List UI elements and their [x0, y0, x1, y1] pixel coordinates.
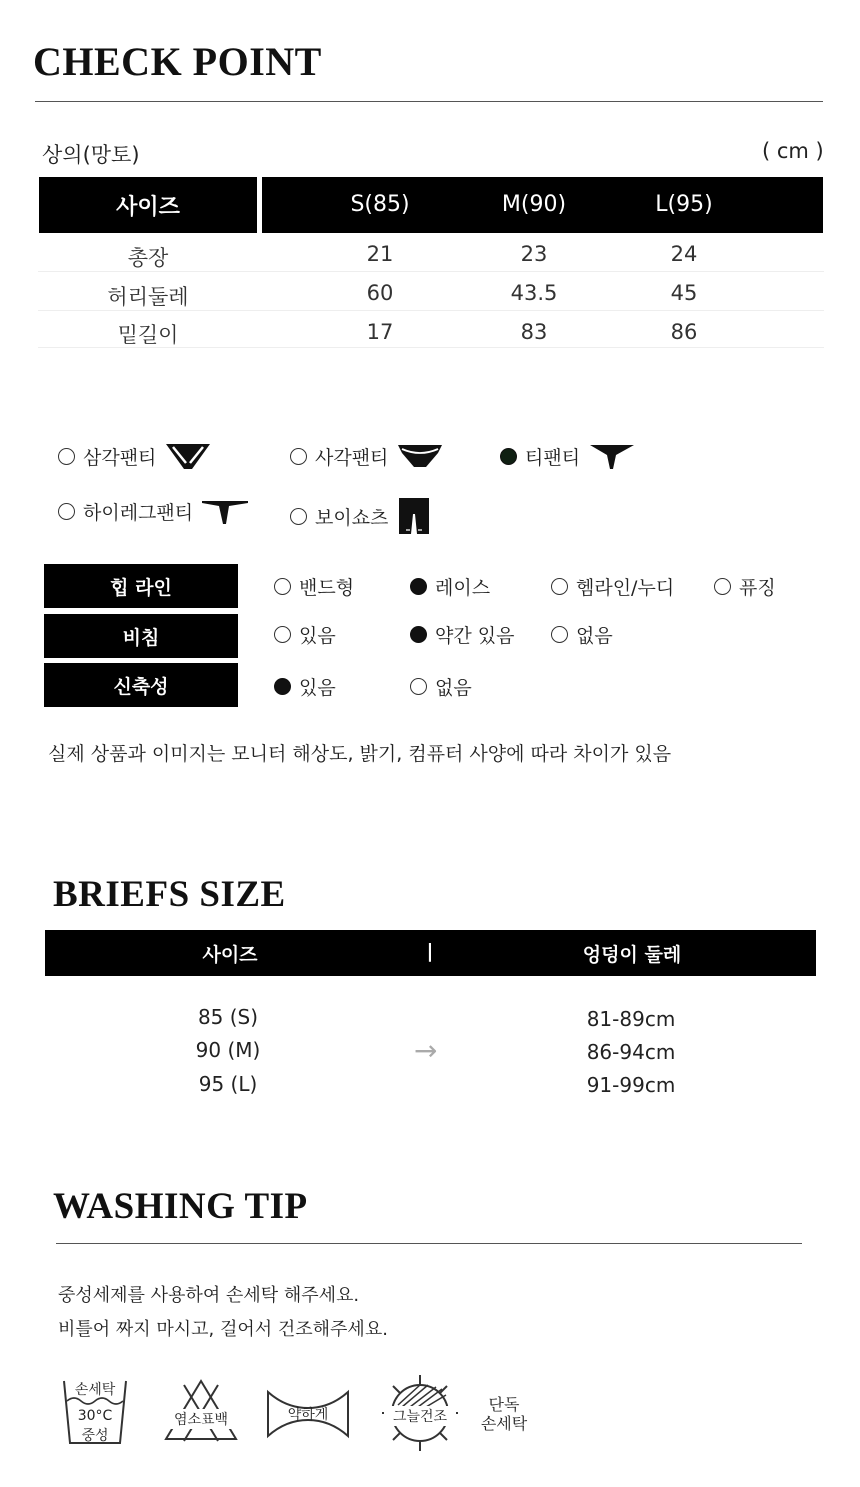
- hand-wash-temp: 30°C: [77, 1408, 113, 1424]
- option-label: 없음: [435, 677, 472, 699]
- size-col-s: S(85): [350, 192, 410, 217]
- option-label: 삼각팬티: [83, 446, 157, 469]
- briefs-header-hip: 엉덩이 둘레: [582, 944, 682, 966]
- bleach-label: 염소표백: [164, 1409, 238, 1429]
- briefs-size-value: 95 (L): [198, 1072, 258, 1096]
- row-value: 21: [366, 242, 394, 266]
- hip-line-label: 힙 라인: [44, 564, 238, 608]
- disclaimer-text: 실제 상품과 이미지는 모니터 해상도, 밝기, 컴퓨터 사양에 따라 차이가 있음: [48, 743, 672, 765]
- hand-wash-icon: [60, 1377, 130, 1447]
- triangle-panty-icon: [164, 441, 212, 471]
- boy-shorts-icon: [396, 496, 432, 536]
- row-label: 밑길이: [117, 323, 179, 347]
- shade-dry-label: 그늘건조: [384, 1406, 456, 1426]
- briefs-hip-value: 81-89cm: [586, 1007, 676, 1031]
- hip-line-option-fusing[interactable]: [714, 573, 776, 600]
- hand-wash-label: 손세탁: [74, 1382, 116, 1398]
- radio-button-selected[interactable]: [410, 626, 427, 643]
- hand-wash-detergent: 중성: [81, 1428, 109, 1444]
- briefs-size-value: 85 (S): [197, 1005, 259, 1029]
- wring-icon: [264, 1386, 352, 1442]
- size-col-l: L(95): [655, 192, 713, 217]
- radio-button[interactable]: [714, 578, 731, 595]
- panty-option-high-leg[interactable]: [58, 496, 249, 526]
- wring-label: 약하게: [287, 1407, 329, 1423]
- radio-button[interactable]: [410, 678, 427, 695]
- separate-wash-line: 손세탁: [480, 1414, 528, 1433]
- panty-option-t[interactable]: [500, 441, 636, 471]
- radio-button[interactable]: [58, 503, 75, 520]
- row-value: 83: [520, 320, 548, 344]
- row-value: 86: [670, 320, 698, 344]
- washing-tip-line: 중성세제를 사용하여 손세탁 해주세요.: [58, 1285, 360, 1306]
- t-panty-icon: [588, 441, 636, 471]
- option-label: 레이스: [435, 577, 491, 599]
- stretch-option-yes[interactable]: [274, 673, 336, 700]
- briefs-hip-value: 86-94cm: [586, 1040, 676, 1064]
- radio-button-selected[interactable]: [500, 448, 517, 465]
- radio-button[interactable]: [551, 578, 568, 595]
- option-label: 보이쇼츠: [315, 506, 389, 529]
- panty-option-boy-shorts[interactable]: [290, 496, 432, 536]
- radio-button[interactable]: [290, 448, 307, 465]
- sheer-option-yes[interactable]: [274, 621, 336, 648]
- washing-tip-line: 비틀어 짜지 마시고, 걸어서 건조해주세요.: [58, 1319, 388, 1340]
- check-point-title: CHECK POINT: [33, 39, 322, 84]
- briefs-size-value: 90 (M): [195, 1038, 261, 1062]
- row-value: 43.5: [510, 281, 558, 305]
- stretch-option-no[interactable]: [410, 673, 472, 700]
- option-label: 밴드형: [299, 577, 355, 599]
- high-leg-panty-icon: [201, 496, 249, 526]
- row-divider: [38, 347, 824, 348]
- hip-line-option-lace[interactable]: [410, 573, 490, 600]
- size-header-label: 사이즈: [116, 194, 180, 220]
- option-label: 약간 있음: [435, 625, 515, 647]
- option-label: 퓨징: [739, 577, 776, 599]
- hip-line-option-hemline[interactable]: [551, 573, 674, 600]
- briefs-header-divider: |: [426, 940, 434, 962]
- briefs-size-title: BRIEFS SIZE: [53, 874, 286, 915]
- radio-button[interactable]: [274, 578, 291, 595]
- briefs-header-size: 사이즈: [202, 944, 258, 966]
- hip-line-option-band[interactable]: [274, 573, 354, 600]
- radio-button[interactable]: [551, 626, 568, 643]
- radio-button[interactable]: [58, 448, 75, 465]
- stretch-label: 신축성: [44, 663, 238, 707]
- size-col-m: M(90): [501, 192, 567, 217]
- row-value: 60: [366, 281, 394, 305]
- row-value: 17: [366, 320, 394, 344]
- bleach-icon: [162, 1377, 240, 1447]
- size-header-cell: [39, 177, 257, 233]
- radio-button-selected[interactable]: [410, 578, 427, 595]
- separate-wash-line: 단독: [488, 1395, 520, 1414]
- option-label: 헴라인/누디: [576, 577, 675, 599]
- divider: [56, 1243, 802, 1244]
- row-divider: [38, 310, 824, 311]
- arrow-right-icon: →: [414, 1034, 438, 1067]
- panty-option-square[interactable]: [290, 441, 444, 471]
- radio-button-selected[interactable]: [274, 678, 291, 695]
- sheer-option-slight[interactable]: [410, 621, 514, 648]
- shade-dry-icon: [380, 1373, 460, 1453]
- sheer-option-no[interactable]: [551, 621, 613, 648]
- row-divider: [38, 271, 824, 272]
- option-label: 하이레그팬티: [83, 501, 194, 524]
- option-label: 있음: [299, 625, 336, 647]
- option-label: 있음: [299, 677, 336, 699]
- divider: [35, 101, 823, 102]
- table-caption: 상의(망토): [42, 143, 140, 167]
- row-value: 24: [670, 242, 698, 266]
- square-panty-icon: [396, 441, 444, 471]
- radio-button[interactable]: [290, 508, 307, 525]
- washing-tip-title: WASHING TIP: [53, 1186, 308, 1227]
- panty-option-triangle[interactable]: [58, 441, 212, 471]
- briefs-hip-value: 91-99cm: [586, 1073, 676, 1097]
- unit-label: ( cm ): [762, 139, 824, 163]
- radio-button[interactable]: [274, 626, 291, 643]
- sheer-label: 비침: [44, 614, 238, 658]
- option-label: 티팬티: [525, 446, 581, 469]
- option-label: 사각팬티: [315, 446, 389, 469]
- row-label: 허리둘레: [107, 285, 189, 309]
- row-value: 23: [520, 242, 548, 266]
- row-label: 총장: [127, 246, 169, 270]
- option-label: 없음: [576, 625, 613, 647]
- row-value: 45: [670, 281, 698, 305]
